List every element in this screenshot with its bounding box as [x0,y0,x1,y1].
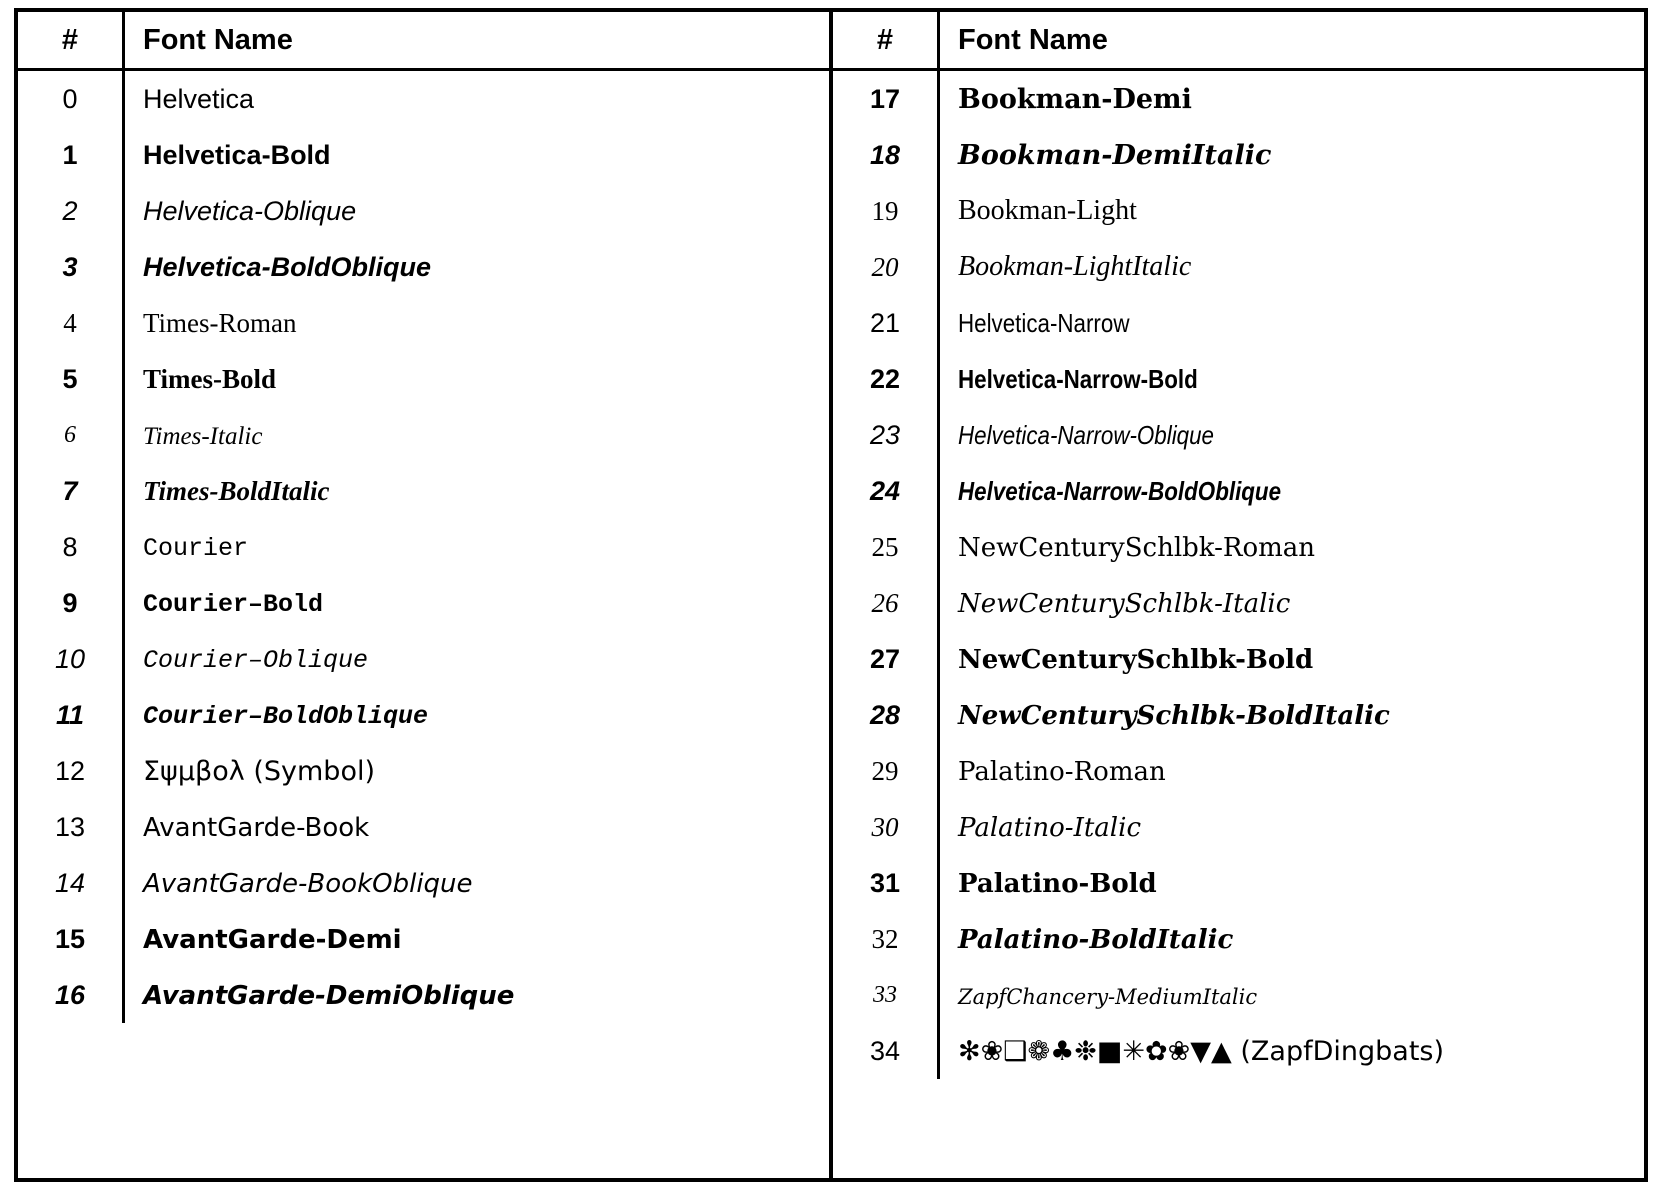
header-fontname-right: Font Name [958,23,1108,56]
font-index-cell: 5 [18,351,125,407]
font-table [14,8,1648,1182]
font-name-sample: NewCenturySchlbk-BoldItalic [958,700,1390,731]
font-name-cell [940,812,1644,843]
font-name-cell [125,140,829,171]
font-name-cell [940,1036,1644,1067]
font-index-cell: 22 [833,351,940,407]
table-row [833,631,1644,687]
font-name-cell [125,868,829,899]
font-name-sample: AvantGarde-Book [143,812,370,843]
table-row [833,855,1644,911]
font-name-cell [125,924,829,955]
font-name-sample: Helvetica-Narrow-Oblique [958,419,1214,450]
font-index-cell: 0 [18,71,125,127]
font-name-sample: Times-BoldItalic [143,475,330,506]
table-row [833,911,1644,967]
font-index-cell: 33 [833,967,940,1023]
font-name-sample: Times-Italic [143,422,263,450]
table-row [833,575,1644,631]
font-name-sample: Σψμβολ (Symbol) [143,755,376,787]
font-name-cell [125,364,829,395]
font-name-sample: Palatino-Roman [958,756,1166,787]
font-name-cell [125,980,829,1011]
font-name-sample: AvantGarde-Demi [143,924,402,955]
font-index-cell: 1 [18,127,125,183]
font-name-sample: NewCenturySchlbk-Bold [958,644,1314,675]
font-name-sample: Palatino-Bold [958,868,1157,899]
font-index-cell: 14 [18,855,125,911]
table-row [833,519,1644,575]
header-number-left: # [18,12,125,68]
font-name-cell [125,643,829,675]
table-row [833,239,1644,295]
table-row [833,743,1644,799]
font-index-cell: 15 [18,911,125,967]
table-row [18,575,829,631]
font-index-cell: 24 [833,463,940,519]
font-index-cell: 16 [18,967,125,1023]
font-name-cell [940,700,1644,731]
font-index-cell: 20 [833,239,940,295]
header-number-right: # [833,12,940,68]
font-name-cell [940,140,1644,171]
font-name-sample: Helvetica-Narrow-Bold [958,363,1198,394]
font-name-sample: Helvetica-Narrow [958,307,1130,338]
table-row [833,351,1644,407]
table-row [18,183,829,239]
table-header-row-left [18,12,829,71]
table-row [18,519,829,575]
font-name-cell [940,924,1644,955]
font-name-cell [940,980,1644,1011]
font-name-cell [940,420,1644,451]
font-index-cell: 9 [18,575,125,631]
font-name-cell [125,587,829,619]
font-name-sample: Palatino-Italic [958,812,1142,843]
table-row [833,1023,1644,1079]
table-row [833,687,1644,743]
header-fontname-left: Font Name [143,23,293,56]
font-name-cell [940,644,1644,675]
table-header-row-right [833,12,1644,71]
font-index-cell: 26 [833,575,940,631]
font-index-cell: 17 [833,71,940,127]
font-name-sample: Times-Bold [143,363,277,394]
font-name-sample: Bookman-Light [958,195,1137,226]
font-name-cell [125,252,829,283]
font-index-cell: 21 [833,295,940,351]
table-row [833,127,1644,183]
font-index-cell: 13 [18,799,125,855]
font-name-sample: Times-Roman [143,307,297,338]
font-name-cell [125,756,829,787]
font-table-left-block [18,12,833,1178]
font-index-cell: 18 [833,127,940,183]
font-name-sample: Courier–BoldOblique [143,702,429,731]
font-index-cell: 2 [18,183,125,239]
font-name-sample: NewCenturySchlbk-Italic [958,588,1291,619]
font-index-cell: 7 [18,463,125,519]
table-row [18,911,829,967]
font-index-cell: 8 [18,519,125,575]
font-name-cell [125,476,829,507]
font-name-sample: AvantGarde-DemiOblique [143,980,515,1011]
font-index-cell: 10 [18,631,125,687]
font-name-cell [125,84,829,115]
font-index-cell: 19 [833,183,940,239]
table-row [18,967,829,1023]
font-name-cell [125,196,829,227]
font-index-cell: 29 [833,743,940,799]
table-row [833,183,1644,239]
font-name-cell [940,195,1644,227]
font-name-cell [125,812,829,843]
table-row [18,799,829,855]
font-index-cell: 12 [18,743,125,799]
font-name-sample: Bookman-LightItalic [958,251,1192,282]
font-name-cell [940,868,1644,899]
table-row [18,127,829,183]
font-name-sample: Bookman-DemiItalic [958,139,1272,171]
table-row [833,71,1644,127]
table-row [833,967,1644,1023]
table-row [18,631,829,687]
font-name-sample: Courier–Oblique [143,646,369,675]
font-index-cell: 34 [833,1023,940,1079]
font-name-sample: Courier [143,534,249,563]
font-name-sample: Courier–Bold [143,590,324,619]
font-index-cell: 27 [833,631,940,687]
font-table-right-block [833,12,1644,1178]
font-name-cell [940,84,1644,115]
table-row [833,407,1644,463]
font-index-cell: 30 [833,799,940,855]
table-row [18,743,829,799]
font-index-cell: 32 [833,911,940,967]
table-row [833,799,1644,855]
font-index-cell: 28 [833,687,940,743]
table-row [18,855,829,911]
font-list-right [833,71,1644,1079]
font-name-sample: Helvetica-Narrow-BoldOblique [958,475,1282,506]
font-name-cell [940,251,1644,283]
font-name-cell [940,588,1644,619]
table-row [18,295,829,351]
font-name-sample: Helvetica-BoldOblique [143,251,432,282]
table-row [18,407,829,463]
font-index-cell: 25 [833,519,940,575]
font-name-cell [940,308,1644,339]
font-name-cell [125,420,829,451]
table-row [18,71,829,127]
table-row [18,351,829,407]
font-name-cell [125,699,829,731]
table-empty-row [18,1023,829,1079]
font-name-sample: ✻❀❑❁♣❉■✳✿❀▼▲ (ZapfDingbats) [958,1035,1445,1067]
font-name-sample: Palatino-BoldItalic [958,924,1234,955]
font-index-cell: 3 [18,239,125,295]
table-row [833,463,1644,519]
font-name-sample: Helvetica [143,83,255,114]
font-index-cell: 11 [18,687,125,743]
table-row [18,463,829,519]
font-name-cell [940,532,1644,563]
font-name-sample: AvantGarde-BookOblique [143,868,473,899]
font-index-cell: 31 [833,855,940,911]
font-name-cell [940,756,1644,787]
font-index-cell: 23 [833,407,940,463]
font-index-cell: 4 [18,295,125,351]
font-name-cell [940,476,1644,507]
table-row [18,239,829,295]
font-name-sample: ZapfChancery-MediumItalic [958,984,1258,1009]
table-row [833,295,1644,351]
font-name-cell [940,364,1644,395]
font-name-sample: NewCenturySchlbk-Roman [958,532,1316,563]
table-row [18,687,829,743]
font-name-sample: Helvetica-Bold [143,139,331,170]
font-name-cell [125,531,829,563]
font-index-cell: 6 [18,407,125,463]
font-name-cell [125,308,829,339]
font-list-left [18,71,829,1079]
font-name-sample: Bookman-Demi [958,83,1192,115]
font-name-sample: Helvetica-Oblique [143,195,357,226]
